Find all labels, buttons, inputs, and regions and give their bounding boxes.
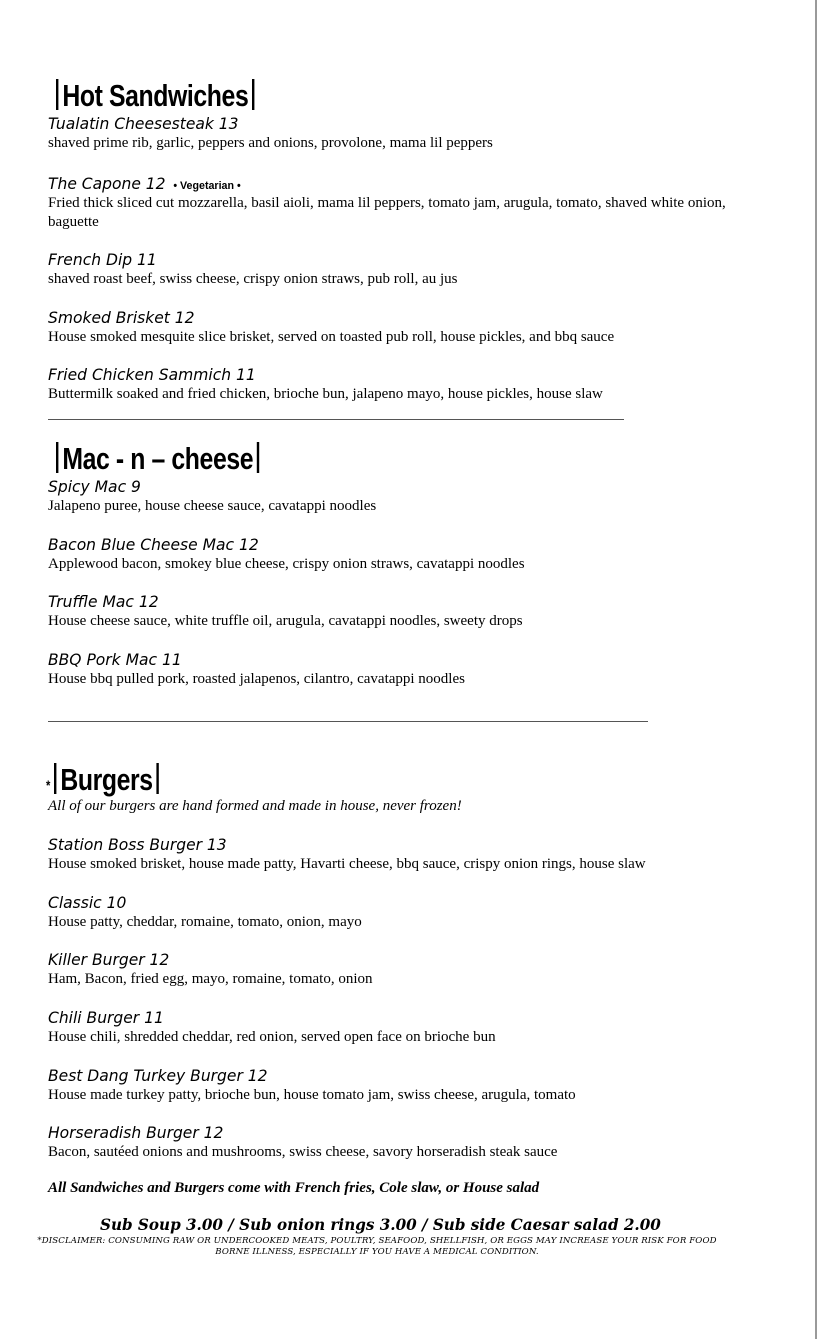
menu-item-name: Spicy Mac 9 [48,477,141,496]
menu-item-description: House bbq pulled pork, roasted jalapenos, cilantro, cavatappi noodles [48,671,465,687]
menu-item-name: Truffle Mac 12 [48,592,159,611]
menu-item-description: Buttermilk soaked and fried chicken, brioche bun, jalapeno mayo, house pickles, house slaw [48,386,603,402]
heading-pipe-right [257,442,259,473]
sides-note: All Sandwiches and Burgers come with French fries, Cole slaw, or House salad [48,1180,540,1196]
menu-item-description: Applewood bacon, smokey blue cheese, crispy onion straws, cavatappi noodles [48,556,525,572]
menu-item-name: Tualatin Cheesesteak 13 [48,114,239,133]
menu-item-description: House cheese sauce, white truffle oil, arugula, cavatappi noodles, sweety drops [48,613,523,629]
heading-asterisk: * [46,777,50,793]
heading-pipe-left [56,79,58,110]
menu-item-name: Bacon Blue Cheese Mac 12 [48,535,259,554]
vegetarian-badge: • Vegetarian • [173,180,241,192]
section-heading-hot-sandwiches [52,78,259,114]
disclaimer: *DISCLAIMER: CONSUMING RAW OR UNDERCOOKED MEATS, POULTRY, SEAFOOD, SHELLFISH, OR EGGS MAY INCREASE YOUR RISK FOR FOOD BORNE ILLNESS, ESPECIALLY IF YOU HAVE A MEDICAL CONDITION. [37,1236,717,1257]
menu-item-description: House made turkey patty, brioche bun, house tomato jam, swiss cheese, arugula, tomato [48,1087,576,1103]
menu-item-title-row [48,174,241,196]
section-tagline: All of our burgers are hand formed and made in house, never frozen! [48,798,462,814]
heading-pipe-right [252,79,254,110]
menu-item-description: Fried thick sliced cut mozzarella, basil aioli, mama lil peppers, tomato jam, arugula, tomato, shaved white onion, baguette [48,195,726,230]
menu-item-name: The Capone 12 [48,174,166,193]
section-title: Mac - n – cheese [62,441,254,476]
menu-item-name: Smoked Brisket 12 [48,308,195,327]
menu-item-description: Ham, Bacon, fried egg, mayo, romaine, tomato, onion [48,971,373,987]
menu-item-name: Horseradish Burger 12 [48,1123,224,1142]
menu-item-name: Station Boss Burger 13 [48,835,227,854]
section-title: Hot Sandwiches [62,78,249,113]
heading-pipe-left [56,442,58,473]
substitutions-line: Sub Soup 3.00 / Sub onion rings 3.00 / Sub side Caesar salad 2.00 [100,1215,661,1234]
menu-item-description: House smoked mesquite slice brisket, served on toasted pub roll, house pickles, and bbq sauce [48,329,615,345]
menu-item-name: BBQ Pork Mac 11 [48,650,182,669]
heading-pipe-right [157,763,159,794]
menu-item-name: Chili Burger 11 [48,1008,164,1027]
section-divider [48,419,624,420]
menu-item-name: Classic 10 [48,893,127,912]
menu-item-description: House patty, cheddar, romaine, tomato, onion, mayo [48,914,362,930]
menu-item-description: Jalapeno puree, house cheese sauce, cavatappi noodles [48,498,377,514]
menu-item-description: Bacon, sautéed onions and mushrooms, swiss cheese, savory horseradish steak sauce [48,1144,558,1160]
menu-item-description: House chili, shredded cheddar, red onion, served open face on brioche bun [48,1029,496,1045]
section-title: Burgers [60,762,153,797]
menu-item-name: Killer Burger 12 [48,950,170,969]
section-heading-burgers [46,762,163,803]
menu-item-name: Best Dang Turkey Burger 12 [48,1066,268,1085]
menu-item-name: Fried Chicken Sammich 11 [48,365,256,384]
section-heading-mac-n-cheese [52,441,264,477]
menu-item-description: House smoked brisket, house made patty, Havarti cheese, bbq sauce, crispy onion rings, house slaw [48,856,646,872]
menu-item-description: shaved roast beef, swiss cheese, crispy onion straws, pub roll, au jus [48,271,458,287]
section-divider [48,721,648,722]
menu-item-name: French Dip 11 [48,250,157,269]
heading-pipe-left [54,763,56,794]
menu-item-description: shaved prime rib, garlic, peppers and onions, provolone, mama lil peppers [48,135,493,151]
